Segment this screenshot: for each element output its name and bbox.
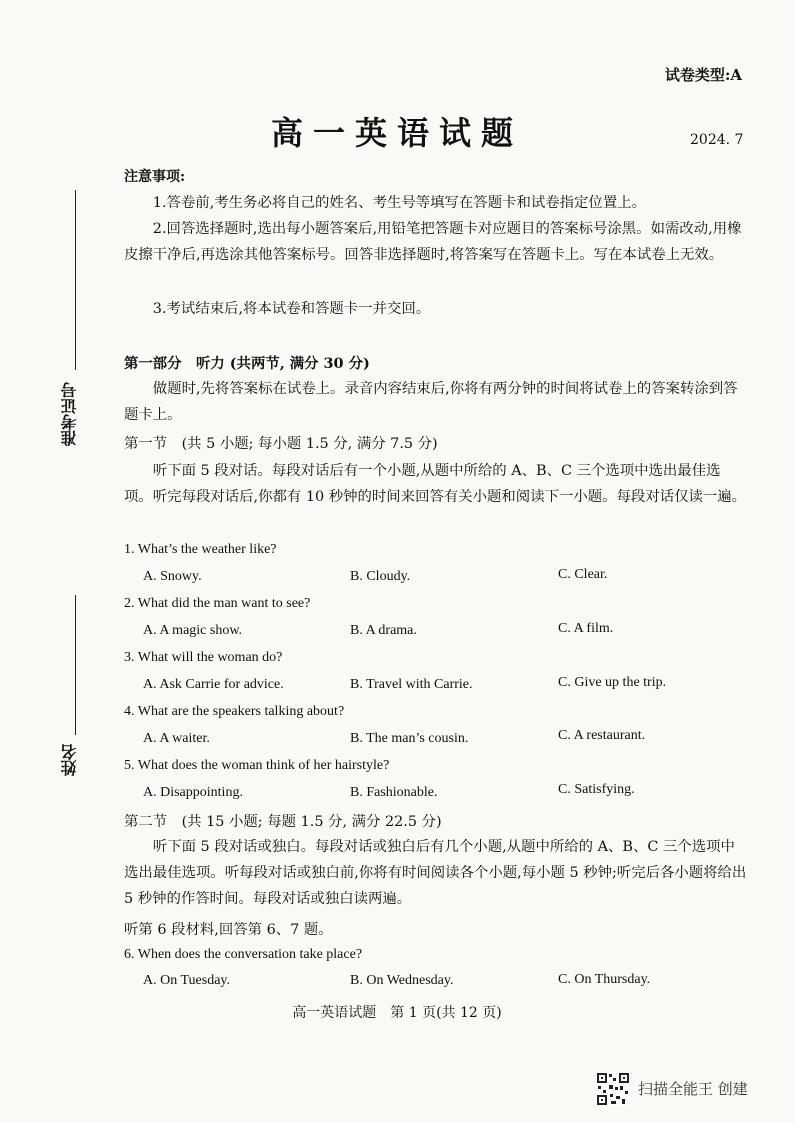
note-item-2: 2.回答选择题时,选出每小题答案后,用铅笔把答题卡对应题目的答案标号涂黑。如需改动,用橡皮擦干净后,再选涂其他答案标号。回答非选择题时,将答案写在答题卡上。写在本试卷上无效。 bbox=[124, 221, 742, 263]
note-item-3: 3.考试结束后,将本试卷和答题卡一并交回。 bbox=[152, 301, 431, 317]
exam-date: 2024. 7 bbox=[690, 132, 744, 148]
question-6: 6. When does the conversation take place? bbox=[124, 947, 363, 962]
section2-intro: 听下面 5 段对话或独白。每段对话或独白后有几个小题,从题中所给的 A、B、C 三个选项中选出最佳选项。听每段对话或独白前,你将有时间阅读各个小题,每小题 5 秒钟;听完后各小题将给出 5 秒钟的作答时间。每段对话或独白读两遍。 bbox=[124, 839, 747, 907]
q3-option-a: A. Ask Carrie for advice. bbox=[143, 677, 284, 692]
question-3: 3. What will the woman do? bbox=[124, 650, 283, 665]
exam-type: 试卷类型:A bbox=[664, 66, 742, 84]
section1-intro: 听下面 5 段对话。每段对话后有一个小题,从题中所给的 A、B、C 三个选项中选出最佳选项。听完每段对话后,你都有 10 秒钟的时间来回答有关小题和阅读下一小题。每段对话仅读一遍。 bbox=[124, 463, 747, 505]
question-4: 4. What are the speakers talking about? bbox=[124, 704, 345, 719]
q5-option-b: B. Fashionable. bbox=[350, 785, 438, 800]
q4-option-b: B. The man’s cousin. bbox=[350, 731, 469, 746]
q6-option-b: B. On Wednesday. bbox=[350, 973, 454, 988]
q4-option-c: C. A restaurant. bbox=[558, 728, 646, 743]
scanner-watermark: 扫描全能王 创建 bbox=[638, 1080, 748, 1098]
q2-option-b: B. A drama. bbox=[350, 623, 417, 638]
part1-intro: 做题时,先将答案标在试卷上。录音内容结束后,你将有两分钟的时间将试卷上的答案转涂到答题卡上。 bbox=[124, 381, 738, 423]
page-footer: 高一英语试题 第 1 页(共 12 页) bbox=[292, 1005, 502, 1021]
q3-option-c: C. Give up the trip. bbox=[558, 675, 667, 690]
q1-option-a: A. Snowy. bbox=[143, 569, 202, 584]
q2-option-c: C. A film. bbox=[558, 621, 614, 636]
name-label: 姓名 bbox=[60, 744, 79, 776]
name-line bbox=[75, 595, 76, 735]
q5-option-c: C. Satisfying. bbox=[558, 782, 635, 797]
q1-option-c: C. Clear. bbox=[558, 567, 608, 582]
q6-option-c: C. On Thursday. bbox=[558, 972, 651, 987]
question-5: 5. What does the woman think of her hairstyle? bbox=[124, 758, 390, 773]
page-title: 高一英语试题 bbox=[270, 114, 523, 152]
exam-id-line bbox=[75, 190, 76, 370]
q5-option-a: A. Disappointing. bbox=[143, 785, 243, 800]
q4-option-a: A. A waiter. bbox=[143, 731, 210, 746]
notes-title: 注意事项: bbox=[124, 169, 186, 185]
section2-heading: 第二节 (共 15 小题; 每题 1.5 分, 满分 22.5 分) bbox=[124, 814, 442, 830]
note-item-1: 1.答卷前,考生务必将自己的姓名、考生号等填写在答题卡和试卷指定位置上。 bbox=[152, 195, 646, 211]
question-1: 1. What’s the weather like? bbox=[124, 542, 277, 557]
exam-id-label: 准考证号 bbox=[60, 382, 79, 446]
qr-code-icon bbox=[596, 1072, 630, 1106]
part1-heading: 第一部分 听力 (共两节, 满分 30 分) bbox=[124, 355, 370, 372]
question-2: 2. What did the man want to see? bbox=[124, 596, 311, 611]
q3-option-b: B. Travel with Carrie. bbox=[350, 677, 473, 692]
q6-option-a: A. On Tuesday. bbox=[143, 973, 230, 988]
q2-option-a: A. A magic show. bbox=[143, 623, 243, 638]
q1-option-b: B. Cloudy. bbox=[350, 569, 411, 584]
section1-heading: 第一节 (共 5 小题; 每小题 1.5 分, 满分 7.5 分) bbox=[124, 436, 438, 452]
section2-material: 听第 6 段材料,回答第 6、7 题。 bbox=[124, 922, 333, 938]
